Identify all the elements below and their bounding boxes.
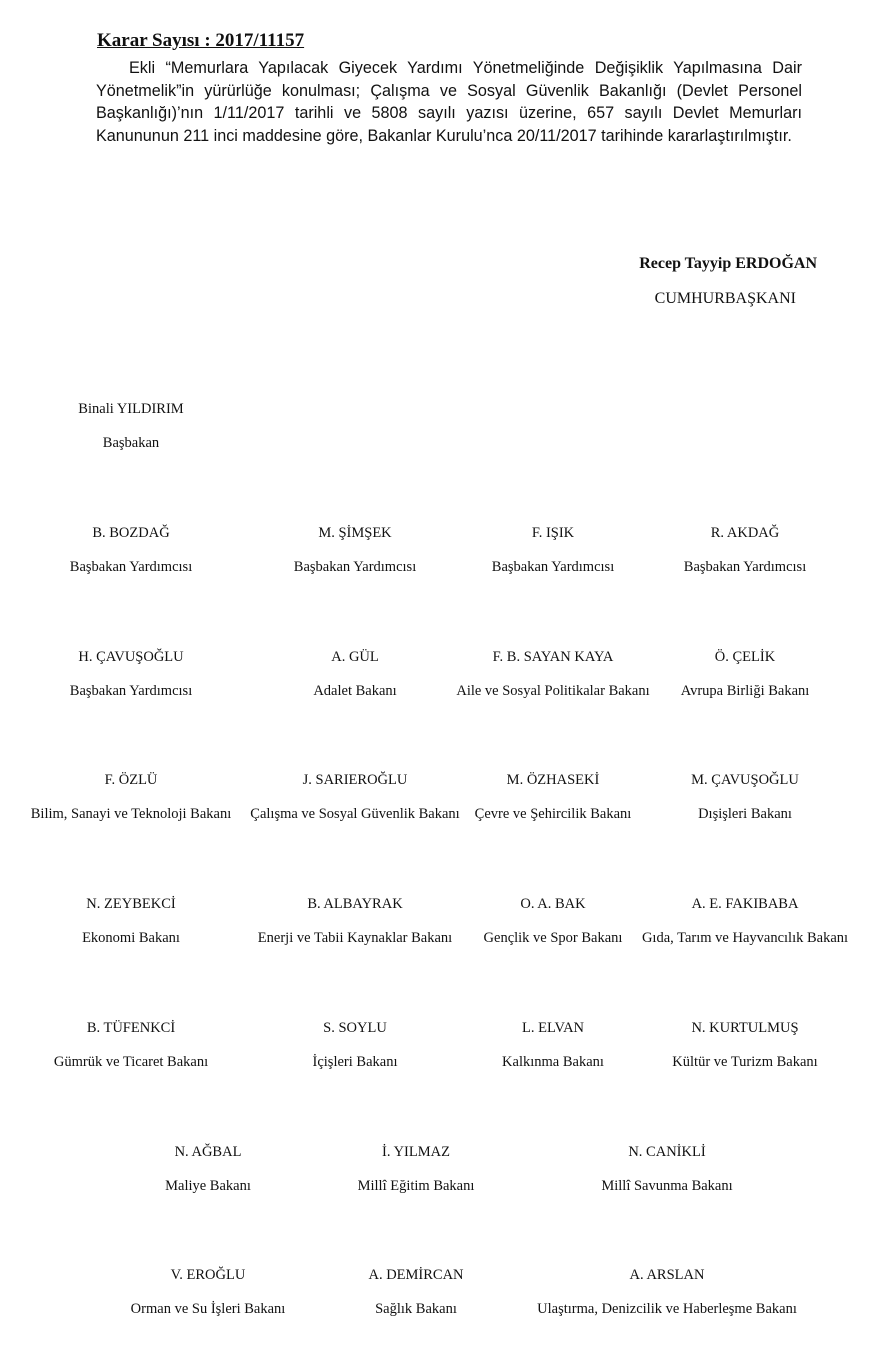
signatory: [313, 1018, 398, 1072]
signatory-title: Ulaştırma, Denizcilik ve Haberleşme Bakanı: [537, 1301, 797, 1317]
signatory-title: Millî Eğitim Bakanı: [357, 1178, 475, 1194]
signatory: [492, 523, 614, 577]
signatory: [456, 647, 649, 701]
signatory: [537, 1265, 797, 1319]
signatory: [70, 523, 192, 577]
signatory: [165, 1142, 251, 1196]
signatory-name: S. SOYLU: [323, 1020, 387, 1036]
signatory-name: N. CANİKLİ: [628, 1144, 706, 1160]
signatory: [484, 894, 623, 948]
signatory-name: F. ÖZLÜ: [104, 772, 158, 788]
signatory-name: N. AĞBAL: [174, 1144, 242, 1160]
signatory-name: H. ÇAVUŞOĞLU: [78, 649, 184, 665]
signatory-name: M. ÇAVUŞOĞLU: [691, 772, 799, 788]
signatory-name: F. B. SAYAN KAYA: [492, 649, 614, 665]
signatory: [642, 894, 848, 948]
decision-paragraph: Ekli “Memurlara Yapılacak Giyecek Yardımı Yönetmeliğinde Değişiklik Yapılmasına Dair Yönetmelik”in yürürlüğe konulması; Çalışma ve Sosyal Güvenlik Bakanlığı (Devlet Personel Başkanlığı)’nın 1/11/2017 tarihli ve 5808 sayılı yazısı üzerine, 657 sayılı Devlet Memurları Kanununun 211 inci maddesine göre, Bakanlar Kurulu’nca 20/11/2017 tarihinde kararlaştırılmıştır.: [96, 59, 802, 145]
signatory-title: Maliye Bakanı: [165, 1178, 251, 1194]
signatory-title: Orman ve Su İşleri Bakanı: [130, 1301, 286, 1317]
signatory-title: Sağlık Bakanı: [375, 1301, 457, 1317]
signatory-title: Gençlik ve Spor Bakanı: [483, 930, 623, 946]
signatory-title: Başbakan Yardımcısı: [491, 559, 615, 575]
signatory-title: Başbakan Yardımcısı: [69, 559, 193, 575]
signatory: [70, 647, 192, 701]
signatory-title: Gıda, Tarım ve Hayvancılık Bakanı: [641, 930, 849, 946]
signatory-title: Kalkınma Bakanı: [502, 1054, 604, 1070]
signatory-title: Adalet Bakanı: [313, 683, 397, 699]
signatory-name: F. IŞIK: [531, 525, 575, 541]
signatory: [258, 894, 452, 948]
signatory: [294, 523, 416, 577]
signatory-name: N. ZEYBEKCİ: [86, 896, 176, 912]
signatory-title: İçişleri Bakanı: [312, 1054, 398, 1070]
signatory-name: B. BOZDAĞ: [92, 525, 170, 541]
signatory-title: Bilim, Sanayi ve Teknoloji Bakanı: [30, 806, 232, 822]
signatory-name: L. ELVAN: [521, 1020, 585, 1036]
signatory-title: Kültür ve Turizm Bakanı: [672, 1054, 818, 1070]
signatory: [31, 770, 232, 824]
signatory-title: Başbakan Yardımcısı: [69, 683, 193, 699]
signatory: [681, 647, 810, 701]
signatory: [78, 399, 183, 453]
president-title: CUMHURBAŞKANI: [654, 290, 796, 307]
signatory: [502, 1018, 604, 1072]
signatory-title: Aile ve Sosyal Politikalar Bakanı: [456, 683, 650, 699]
president-name: Recep Tayyip ERDOĞAN: [639, 255, 817, 272]
signatory: [54, 1018, 208, 1072]
signatory-name: A. ARSLAN: [629, 1267, 705, 1283]
signatory: [601, 1142, 732, 1196]
signatory-title: Başbakan: [102, 435, 160, 451]
signatory-name: A. GÜL: [331, 649, 379, 665]
signatory: [313, 647, 396, 701]
signatory-title: Başbakan Yardımcısı: [683, 559, 807, 575]
signatory-name: İ. YILMAZ: [382, 1144, 450, 1160]
signatory: [82, 894, 180, 948]
signatory-name: J. SARIEROĞLU: [302, 772, 408, 788]
signatory: [358, 1142, 475, 1196]
signatory-name: V. EROĞLU: [170, 1267, 246, 1283]
signatory: [131, 1265, 286, 1319]
signatory-title: Gümrük ve Ticaret Bakanı: [53, 1054, 209, 1070]
signatory-name: A. E. FAKIBABA: [691, 896, 799, 912]
signatory: [684, 523, 806, 577]
signatory: [475, 770, 632, 824]
signatory-title: Millî Savunma Bakanı: [601, 1178, 733, 1194]
signatory-title: Enerji ve Tabii Kaynaklar Bakanı: [257, 930, 453, 946]
signatory-name: M. ÖZHASEKİ: [506, 772, 600, 788]
signatory-name: B. ALBAYRAK: [307, 896, 403, 912]
signatory: [368, 1265, 463, 1319]
signatory-title: Başbakan Yardımcısı: [293, 559, 417, 575]
signatory-title: Çalışma ve Sosyal Güvenlik Bakanı: [250, 806, 460, 822]
signatory-title: Dışişleri Bakanı: [698, 806, 792, 822]
signatory: [691, 770, 799, 824]
signatory-name: M. ŞİMŞEK: [318, 525, 392, 541]
signatory-name: Ö. ÇELİK: [714, 649, 776, 665]
signatory-title: Avrupa Birliği Bakanı: [680, 683, 810, 699]
signatory-name: O. A. BAK: [520, 896, 586, 912]
signatory-name: B. TÜFENKCİ: [86, 1020, 176, 1036]
signatory-name: R. AKDAĞ: [710, 525, 780, 541]
signatory-title: Çevre ve Şehircilik Bakanı: [474, 806, 632, 822]
signatory-name: Binali YILDIRIM: [78, 401, 184, 417]
signatory-name: N. KURTULMUŞ: [691, 1020, 799, 1036]
signatory: [250, 770, 459, 824]
signatory-title: Ekonomi Bakanı: [82, 930, 180, 946]
signatory: [672, 1018, 817, 1072]
signatory-name: A. DEMİRCAN: [368, 1267, 464, 1283]
decision-number-title: Karar Sayısı : 2017/11157: [97, 30, 305, 51]
